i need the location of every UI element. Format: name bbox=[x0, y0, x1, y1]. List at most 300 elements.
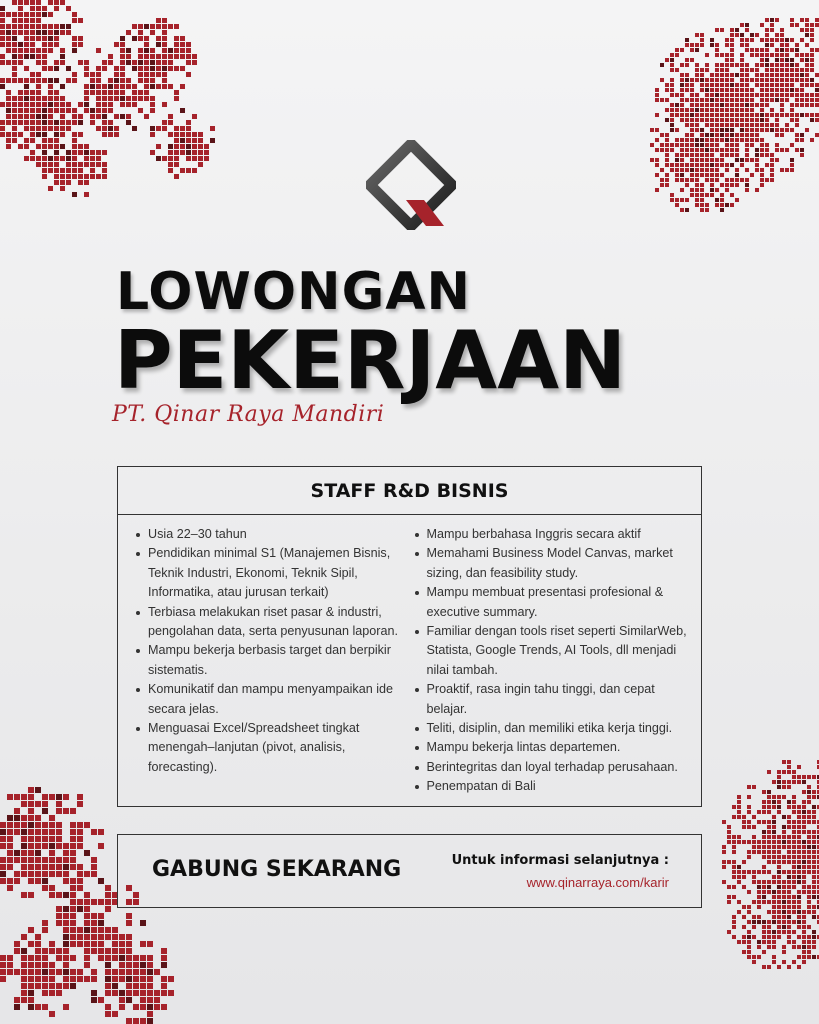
pixel-dot bbox=[35, 1004, 41, 1010]
pixel-dot bbox=[102, 60, 107, 65]
pixel-dot bbox=[737, 805, 741, 809]
pixel-dot bbox=[710, 148, 714, 152]
pixel-dot bbox=[807, 910, 811, 914]
pixel-dot bbox=[780, 38, 784, 42]
pixel-dot bbox=[777, 795, 781, 799]
pixel-dot bbox=[35, 822, 41, 828]
pixel-dot bbox=[792, 850, 796, 854]
pixel-dot bbox=[705, 153, 709, 157]
pixel-dot bbox=[792, 860, 796, 864]
pixel-dot bbox=[705, 138, 709, 142]
pixel-dot bbox=[757, 850, 761, 854]
pixel-dot bbox=[30, 48, 35, 53]
pixel-dot bbox=[760, 23, 764, 27]
pixel-dot bbox=[767, 935, 771, 939]
pixel-dot bbox=[54, 180, 59, 185]
pixel-dot bbox=[680, 158, 684, 162]
pixel-dot bbox=[777, 810, 781, 814]
pixel-dot bbox=[740, 53, 744, 57]
pixel-dot bbox=[720, 78, 724, 82]
pixel-dot bbox=[0, 871, 6, 877]
pixel-dot bbox=[730, 58, 734, 62]
pixel-dot bbox=[792, 845, 796, 849]
pixel-dot bbox=[767, 770, 771, 774]
pixel-dot bbox=[42, 794, 48, 800]
pixel-dot bbox=[782, 785, 786, 789]
pixel-dot bbox=[18, 18, 23, 23]
pixel-dot bbox=[735, 28, 739, 32]
pixel-dot bbox=[90, 156, 95, 161]
pixel-dot bbox=[126, 948, 132, 954]
pixel-dot bbox=[162, 18, 167, 23]
pixel-dot bbox=[60, 60, 65, 65]
pixel-dot bbox=[138, 96, 143, 101]
pixel-dot bbox=[24, 108, 29, 113]
pixel-dot bbox=[680, 148, 684, 152]
pixel-dot bbox=[96, 150, 101, 155]
pixel-dot bbox=[735, 183, 739, 187]
pixel-dot bbox=[765, 143, 769, 147]
pixel-dot bbox=[787, 965, 791, 969]
pixel-dot bbox=[77, 822, 83, 828]
pixel-dot bbox=[54, 30, 59, 35]
pixel-dot bbox=[800, 83, 804, 87]
pixel-dot bbox=[18, 108, 23, 113]
pixel-dot bbox=[802, 960, 806, 964]
pixel-dot bbox=[690, 153, 694, 157]
pixel-dot bbox=[21, 969, 27, 975]
pixel-dot bbox=[192, 54, 197, 59]
pixel-dot bbox=[98, 934, 104, 940]
pixel-dot bbox=[770, 98, 774, 102]
pixel-dot bbox=[725, 73, 729, 77]
pixel-dot bbox=[705, 193, 709, 197]
pixel-dot bbox=[154, 990, 160, 996]
pixel-dot bbox=[63, 843, 69, 849]
pixel-dot bbox=[705, 173, 709, 177]
pixel-dot bbox=[740, 133, 744, 137]
pixel-dot bbox=[735, 108, 739, 112]
pixel-dot bbox=[105, 948, 111, 954]
pixel-dot bbox=[174, 156, 179, 161]
pixel-dot bbox=[180, 84, 185, 89]
pixel-dot bbox=[700, 33, 704, 37]
pixel-dot bbox=[810, 58, 814, 62]
pixel-dot bbox=[755, 123, 759, 127]
pixel-dot bbox=[772, 840, 776, 844]
pixel-dot bbox=[780, 98, 784, 102]
pixel-dot bbox=[787, 760, 791, 764]
pixel-dot bbox=[6, 120, 11, 125]
pixel-dot bbox=[757, 895, 761, 899]
pixel-dot bbox=[757, 885, 761, 889]
pixel-dot bbox=[720, 53, 724, 57]
pixel-dot bbox=[162, 42, 167, 47]
pixel-dot bbox=[695, 33, 699, 37]
pixel-dot bbox=[747, 820, 751, 824]
pixel-dot bbox=[760, 173, 764, 177]
pixel-dot bbox=[765, 118, 769, 122]
pixel-dot bbox=[800, 88, 804, 92]
pixel-dot bbox=[35, 983, 41, 989]
pixel-dot bbox=[105, 955, 111, 961]
pixel-dot bbox=[98, 955, 104, 961]
pixel-dot bbox=[710, 113, 714, 117]
pixel-dot bbox=[715, 63, 719, 67]
pixel-dot bbox=[785, 63, 789, 67]
pixel-dot bbox=[732, 895, 736, 899]
pixel-dot bbox=[705, 178, 709, 182]
pixel-dot bbox=[198, 156, 203, 161]
pixel-dot bbox=[795, 63, 799, 67]
pixel-dot bbox=[815, 18, 819, 22]
pixel-dot bbox=[772, 895, 776, 899]
pixel-dot bbox=[7, 843, 13, 849]
pixel-dot bbox=[795, 23, 799, 27]
pixel-dot bbox=[192, 150, 197, 155]
pixel-dot bbox=[24, 126, 29, 131]
pixel-dot bbox=[108, 108, 113, 113]
pixel-dot bbox=[150, 60, 155, 65]
pixel-dot bbox=[98, 899, 104, 905]
pixel-dot bbox=[91, 857, 97, 863]
pixel-dot bbox=[60, 186, 65, 191]
pixel-dot bbox=[150, 150, 155, 155]
pixel-dot bbox=[727, 930, 731, 934]
pixel-dot bbox=[108, 132, 113, 137]
pixel-dot bbox=[126, 48, 131, 53]
pixel-dot bbox=[60, 174, 65, 179]
pixel-dot bbox=[802, 930, 806, 934]
pixel-dot bbox=[760, 113, 764, 117]
pixel-dot bbox=[675, 163, 679, 167]
pixel-dot bbox=[765, 28, 769, 32]
pixel-dot bbox=[762, 810, 766, 814]
pixel-dot bbox=[812, 880, 816, 884]
pixel-dot bbox=[680, 78, 684, 82]
pixel-dot bbox=[742, 840, 746, 844]
pixel-dot bbox=[730, 138, 734, 142]
pixel-dot bbox=[715, 158, 719, 162]
pixel-dot bbox=[752, 915, 756, 919]
pixel-dot bbox=[660, 133, 664, 137]
pixel-dot bbox=[156, 42, 161, 47]
pixel-dot bbox=[765, 93, 769, 97]
pixel-dot bbox=[24, 30, 29, 35]
pixel-dot bbox=[782, 840, 786, 844]
pixel-dot bbox=[767, 855, 771, 859]
pixel-dot bbox=[91, 871, 97, 877]
pixel-dot bbox=[56, 822, 62, 828]
pixel-dot bbox=[805, 53, 809, 57]
pixel-dot bbox=[747, 950, 751, 954]
pixel-dot bbox=[186, 60, 191, 65]
pixel-dot bbox=[715, 108, 719, 112]
pixel-dot bbox=[28, 801, 34, 807]
pixel-dot bbox=[812, 860, 816, 864]
pixel-dot bbox=[154, 997, 160, 1003]
pixel-dot bbox=[735, 133, 739, 137]
pixel-dot bbox=[0, 976, 6, 982]
pixel-dot bbox=[797, 945, 801, 949]
pixel-dot bbox=[745, 38, 749, 42]
pixel-dot bbox=[84, 60, 89, 65]
pixel-dot bbox=[147, 955, 153, 961]
pixel-dot bbox=[77, 969, 83, 975]
pixel-dot bbox=[105, 885, 111, 891]
pixel-dot bbox=[772, 830, 776, 834]
pixel-dot bbox=[90, 120, 95, 125]
pixel-dot bbox=[777, 910, 781, 914]
pixel-dot bbox=[35, 871, 41, 877]
pixel-dot bbox=[162, 60, 167, 65]
pixel-dot bbox=[680, 208, 684, 212]
pixel-dot bbox=[70, 969, 76, 975]
pixel-dot bbox=[740, 73, 744, 77]
pixel-dot bbox=[54, 144, 59, 149]
pixel-dot bbox=[762, 935, 766, 939]
pixel-dot bbox=[72, 120, 77, 125]
pixel-dot bbox=[42, 174, 47, 179]
pixel-dot bbox=[747, 855, 751, 859]
pixel-dot bbox=[730, 43, 734, 47]
pixel-dot bbox=[780, 43, 784, 47]
pixel-dot bbox=[715, 188, 719, 192]
pixel-dot bbox=[762, 805, 766, 809]
pixel-dot bbox=[84, 962, 90, 968]
pixel-dot bbox=[695, 48, 699, 52]
pixel-dot bbox=[180, 36, 185, 41]
pixel-dot bbox=[727, 860, 731, 864]
pixel-dot bbox=[772, 835, 776, 839]
pixel-dot bbox=[102, 126, 107, 131]
pixel-dot bbox=[174, 36, 179, 41]
pixel-dot bbox=[56, 920, 62, 926]
pixel-dot bbox=[695, 148, 699, 152]
pixel-dot bbox=[787, 820, 791, 824]
pixel-dot bbox=[760, 53, 764, 57]
pixel-dot bbox=[802, 810, 806, 814]
pixel-dot bbox=[6, 78, 11, 83]
pixel-dot bbox=[54, 0, 59, 5]
pixel-dot bbox=[24, 90, 29, 95]
pixel-dot bbox=[670, 58, 674, 62]
pixel-dot bbox=[695, 168, 699, 172]
pixel-dot bbox=[700, 148, 704, 152]
pixel-dot bbox=[782, 815, 786, 819]
pixel-dot bbox=[777, 965, 781, 969]
pixel-dot bbox=[715, 173, 719, 177]
pixel-dot bbox=[752, 875, 756, 879]
pixel-dot bbox=[710, 143, 714, 147]
pixel-dot bbox=[28, 878, 34, 884]
pixel-dot bbox=[0, 60, 5, 65]
pixel-dot bbox=[695, 103, 699, 107]
pixel-dot bbox=[760, 143, 764, 147]
pixel-dot bbox=[755, 118, 759, 122]
requirement-item: Mampu bekerja lintas departemen. bbox=[427, 738, 688, 757]
pixel-dot bbox=[767, 840, 771, 844]
pixel-dot bbox=[192, 156, 197, 161]
pixel-dot bbox=[84, 156, 89, 161]
pixel-dot bbox=[655, 98, 659, 102]
pixel-dot bbox=[30, 102, 35, 107]
pixel-dot bbox=[805, 93, 809, 97]
pixel-dot bbox=[750, 138, 754, 142]
pixel-dot bbox=[755, 163, 759, 167]
pixel-dot bbox=[690, 158, 694, 162]
pixel-dot bbox=[780, 33, 784, 37]
pixel-dot bbox=[735, 198, 739, 202]
pixel-dot bbox=[186, 48, 191, 53]
pixel-dot bbox=[35, 787, 41, 793]
pixel-dot bbox=[777, 900, 781, 904]
pixel-dot bbox=[77, 878, 83, 884]
pixel-dot bbox=[797, 815, 801, 819]
pixel-dot bbox=[752, 955, 756, 959]
pixel-dot bbox=[785, 73, 789, 77]
pixel-dot bbox=[77, 899, 83, 905]
pixel-dot bbox=[90, 150, 95, 155]
pixel-dot bbox=[765, 83, 769, 87]
pixel-dot bbox=[12, 96, 17, 101]
pixel-dot bbox=[777, 775, 781, 779]
pixel-dot bbox=[665, 158, 669, 162]
pixel-dot bbox=[12, 42, 17, 47]
pixel-dot bbox=[186, 138, 191, 143]
pixel-dot bbox=[787, 925, 791, 929]
career-url-link[interactable]: www.qinarraya.com/karir bbox=[526, 875, 669, 890]
pixel-dot bbox=[42, 864, 48, 870]
pixel-dot bbox=[70, 983, 76, 989]
pixel-dot bbox=[56, 871, 62, 877]
pixel-dot bbox=[710, 133, 714, 137]
pixel-dot bbox=[685, 123, 689, 127]
pixel-dot bbox=[77, 927, 83, 933]
pixel-dot bbox=[147, 1018, 153, 1024]
pixel-dot bbox=[802, 815, 806, 819]
pixel-dot bbox=[24, 36, 29, 41]
pixel-dot bbox=[780, 53, 784, 57]
pixel-dot bbox=[732, 815, 736, 819]
pixel-dot bbox=[138, 48, 143, 53]
pixel-dot bbox=[727, 885, 731, 889]
pixel-dot bbox=[144, 66, 149, 71]
qinar-logo-icon bbox=[366, 140, 456, 230]
pixel-dot bbox=[150, 78, 155, 83]
pixel-dot bbox=[119, 962, 125, 968]
pixel-dot bbox=[782, 915, 786, 919]
pixel-dot bbox=[144, 78, 149, 83]
pixel-dot bbox=[770, 43, 774, 47]
pixel-dot bbox=[70, 913, 76, 919]
pixel-dot bbox=[49, 885, 55, 891]
pixel-dot bbox=[720, 128, 724, 132]
pixel-dot bbox=[730, 78, 734, 82]
pixel-dot bbox=[70, 857, 76, 863]
pixel-dot bbox=[715, 128, 719, 132]
pixel-dot bbox=[700, 173, 704, 177]
pixel-dot bbox=[715, 28, 719, 32]
pixel-dot bbox=[730, 33, 734, 37]
pixel-dot bbox=[770, 173, 774, 177]
pixel-dot bbox=[732, 875, 736, 879]
pixel-dot bbox=[84, 927, 90, 933]
pixel-dot bbox=[777, 785, 781, 789]
pixel-dot bbox=[120, 96, 125, 101]
pixel-dot bbox=[767, 805, 771, 809]
pixel-dot bbox=[680, 163, 684, 167]
pixel-dot bbox=[710, 153, 714, 157]
pixel-dot bbox=[735, 123, 739, 127]
pixel-dot bbox=[775, 63, 779, 67]
pixel-dot bbox=[7, 864, 13, 870]
pixel-dot bbox=[161, 962, 167, 968]
pixel-dot bbox=[722, 865, 726, 869]
pixel-dot bbox=[745, 188, 749, 192]
pixel-dot bbox=[114, 42, 119, 47]
pixel-dot bbox=[96, 156, 101, 161]
pixel-dot bbox=[705, 88, 709, 92]
pixel-dot bbox=[48, 84, 53, 89]
pixel-dot bbox=[780, 113, 784, 117]
pixel-dot bbox=[168, 168, 173, 173]
pixel-dot bbox=[730, 93, 734, 97]
pixel-dot bbox=[727, 835, 731, 839]
pixel-dot bbox=[807, 955, 811, 959]
pixel-dot bbox=[735, 63, 739, 67]
pixel-dot bbox=[782, 945, 786, 949]
pixel-dot bbox=[740, 178, 744, 182]
pixel-dot bbox=[144, 90, 149, 95]
pixel-dot bbox=[102, 120, 107, 125]
pixel-dot bbox=[60, 126, 65, 131]
pixel-dot bbox=[42, 48, 47, 53]
pixel-dot bbox=[807, 890, 811, 894]
pixel-dot bbox=[42, 843, 48, 849]
pixel-dot bbox=[785, 48, 789, 52]
pixel-dot bbox=[126, 96, 131, 101]
pixel-dot bbox=[745, 68, 749, 72]
pixel-dot bbox=[705, 148, 709, 152]
pixel-dot bbox=[84, 84, 89, 89]
pixel-dot bbox=[802, 885, 806, 889]
pixel-dot bbox=[63, 871, 69, 877]
pixel-dot bbox=[755, 33, 759, 37]
pixel-dot bbox=[49, 948, 55, 954]
pixel-dot bbox=[795, 88, 799, 92]
pixel-dot bbox=[710, 128, 714, 132]
pixel-dot bbox=[126, 955, 132, 961]
pixel-dot bbox=[732, 870, 736, 874]
pixel-dot bbox=[805, 68, 809, 72]
pixel-dot bbox=[757, 940, 761, 944]
pixel-dot bbox=[665, 88, 669, 92]
pixel-dot bbox=[705, 133, 709, 137]
pixel-dot bbox=[762, 880, 766, 884]
pixel-dot bbox=[695, 143, 699, 147]
pixel-dot bbox=[720, 208, 724, 212]
pixel-dot bbox=[792, 960, 796, 964]
pixel-dot bbox=[24, 144, 29, 149]
pixel-dot bbox=[78, 60, 83, 65]
pixel-dot bbox=[782, 770, 786, 774]
pixel-dot bbox=[767, 795, 771, 799]
pixel-dot bbox=[685, 163, 689, 167]
pixel-dot bbox=[802, 870, 806, 874]
pixel-dot bbox=[14, 857, 20, 863]
pixel-dot bbox=[705, 113, 709, 117]
